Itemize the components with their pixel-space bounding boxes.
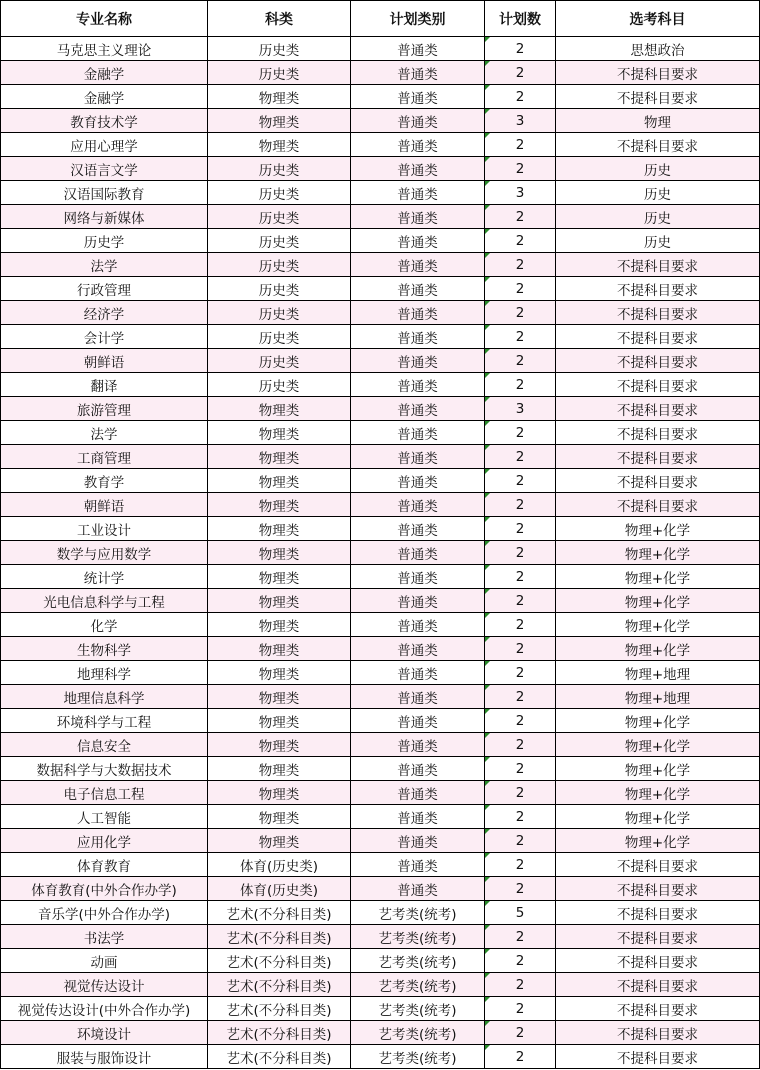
cell-plan-count: 2 <box>485 493 556 517</box>
table-row <box>1 925 760 949</box>
cell-plan-type: 普通类 <box>351 157 485 181</box>
cell-subjects: 不提科目要求 <box>556 973 760 997</box>
cell-subjects: 不提科目要求 <box>556 901 760 925</box>
cell-plan-count: 2 <box>485 661 556 685</box>
cell-plan-type: 普通类 <box>351 61 485 85</box>
cell-major: 视觉传达设计(中外合作办学) <box>1 997 208 1021</box>
cell-subjects: 不提科目要求 <box>556 949 760 973</box>
table-row <box>1 421 760 445</box>
cell-plan-count: 2 <box>485 781 556 805</box>
cell-major: 行政管理 <box>1 277 208 301</box>
table-row <box>1 85 760 109</box>
table-row <box>1 805 760 829</box>
cell-category: 历史类 <box>208 61 351 85</box>
cell-subjects: 不提科目要求 <box>556 325 760 349</box>
cell-category: 物理类 <box>208 733 351 757</box>
cell-plan-count: 2 <box>485 589 556 613</box>
cell-subjects: 不提科目要求 <box>556 1045 760 1069</box>
cell-plan-type: 普通类 <box>351 421 485 445</box>
cell-subjects: 不提科目要求 <box>556 445 760 469</box>
cell-subjects: 不提科目要求 <box>556 133 760 157</box>
cell-plan-type: 普通类 <box>351 541 485 565</box>
cell-category: 历史类 <box>208 205 351 229</box>
table-row <box>1 109 760 133</box>
cell-major: 环境科学与工程 <box>1 709 208 733</box>
cell-major: 体育教育 <box>1 853 208 877</box>
cell-major: 地理科学 <box>1 661 208 685</box>
cell-category: 艺术(不分科目类) <box>208 1021 351 1045</box>
cell-major: 生物科学 <box>1 637 208 661</box>
cell-plan-type: 普通类 <box>351 781 485 805</box>
cell-category: 物理类 <box>208 109 351 133</box>
table-row <box>1 829 760 853</box>
cell-major: 会计学 <box>1 325 208 349</box>
cell-category: 历史类 <box>208 253 351 277</box>
cell-subjects: 物理+化学 <box>556 565 760 589</box>
table-row <box>1 1021 760 1045</box>
cell-plan-count: 2 <box>485 61 556 85</box>
cell-plan-count: 2 <box>485 973 556 997</box>
cell-category: 历史类 <box>208 181 351 205</box>
cell-plan-type: 普通类 <box>351 109 485 133</box>
cell-plan-count: 2 <box>485 925 556 949</box>
cell-plan-type: 普通类 <box>351 349 485 373</box>
cell-major: 历史学 <box>1 229 208 253</box>
cell-category: 历史类 <box>208 157 351 181</box>
cell-major: 网络与新媒体 <box>1 205 208 229</box>
cell-major: 教育技术学 <box>1 109 208 133</box>
cell-category: 物理类 <box>208 421 351 445</box>
cell-major: 电子信息工程 <box>1 781 208 805</box>
cell-subjects: 不提科目要求 <box>556 469 760 493</box>
cell-category: 物理类 <box>208 565 351 589</box>
cell-subjects: 不提科目要求 <box>556 493 760 517</box>
cell-subjects: 不提科目要求 <box>556 373 760 397</box>
cell-plan-type: 普通类 <box>351 37 485 61</box>
table-row <box>1 709 760 733</box>
cell-plan-type: 普通类 <box>351 85 485 109</box>
cell-plan-count: 2 <box>485 421 556 445</box>
table-row <box>1 493 760 517</box>
table-row <box>1 253 760 277</box>
cell-subjects: 历史 <box>556 157 760 181</box>
cell-plan-count: 2 <box>485 853 556 877</box>
cell-subjects: 物理+化学 <box>556 613 760 637</box>
cell-major: 工业设计 <box>1 517 208 541</box>
cell-plan-type: 普通类 <box>351 709 485 733</box>
table-row <box>1 157 760 181</box>
cell-plan-type: 普通类 <box>351 805 485 829</box>
table-row <box>1 541 760 565</box>
cell-major: 金融学 <box>1 85 208 109</box>
cell-subjects: 物理+化学 <box>556 637 760 661</box>
cell-subjects: 物理+化学 <box>556 781 760 805</box>
cell-major: 化学 <box>1 613 208 637</box>
cell-plan-count: 2 <box>485 1021 556 1045</box>
table-row <box>1 949 760 973</box>
cell-category: 体育(历史类) <box>208 877 351 901</box>
table-row <box>1 661 760 685</box>
cell-plan-type: 普通类 <box>351 397 485 421</box>
cell-category: 历史类 <box>208 325 351 349</box>
cell-plan-count: 2 <box>485 949 556 973</box>
cell-major: 法学 <box>1 253 208 277</box>
cell-plan-type: 普通类 <box>351 613 485 637</box>
cell-plan-count: 3 <box>485 181 556 205</box>
cell-major: 数据科学与大数据技术 <box>1 757 208 781</box>
cell-plan-count: 2 <box>485 37 556 61</box>
header-category: 科类 <box>208 1 351 37</box>
cell-subjects: 物理+化学 <box>556 757 760 781</box>
cell-category: 历史类 <box>208 277 351 301</box>
table-row <box>1 901 760 925</box>
cell-plan-type: 普通类 <box>351 133 485 157</box>
cell-plan-count: 2 <box>485 517 556 541</box>
cell-category: 物理类 <box>208 85 351 109</box>
table-row <box>1 685 760 709</box>
cell-plan-count: 2 <box>485 85 556 109</box>
cell-major: 统计学 <box>1 565 208 589</box>
cell-subjects: 不提科目要求 <box>556 349 760 373</box>
cell-subjects: 不提科目要求 <box>556 877 760 901</box>
cell-plan-type: 普通类 <box>351 757 485 781</box>
cell-plan-type: 普通类 <box>351 277 485 301</box>
table-row <box>1 133 760 157</box>
table-row <box>1 589 760 613</box>
table-row <box>1 997 760 1021</box>
table-row <box>1 205 760 229</box>
table-row <box>1 757 760 781</box>
cell-category: 艺术(不分科目类) <box>208 973 351 997</box>
cell-major: 汉语国际教育 <box>1 181 208 205</box>
cell-category: 物理类 <box>208 781 351 805</box>
cell-major: 汉语言文学 <box>1 157 208 181</box>
cell-category: 物理类 <box>208 469 351 493</box>
cell-category: 物理类 <box>208 829 351 853</box>
table-row <box>1 349 760 373</box>
cell-plan-count: 2 <box>485 301 556 325</box>
cell-plan-count: 2 <box>485 997 556 1021</box>
cell-plan-count: 2 <box>485 829 556 853</box>
cell-plan-type: 普通类 <box>351 877 485 901</box>
cell-plan-count: 2 <box>485 277 556 301</box>
cell-plan-count: 3 <box>485 109 556 133</box>
cell-plan-type: 普通类 <box>351 445 485 469</box>
cell-category: 物理类 <box>208 661 351 685</box>
cell-plan-type: 普通类 <box>351 733 485 757</box>
cell-major: 应用化学 <box>1 829 208 853</box>
cell-plan-count: 2 <box>485 469 556 493</box>
cell-subjects: 不提科目要求 <box>556 997 760 1021</box>
cell-category: 物理类 <box>208 517 351 541</box>
cell-category: 体育(历史类) <box>208 853 351 877</box>
cell-plan-type: 普通类 <box>351 589 485 613</box>
table-row <box>1 637 760 661</box>
cell-plan-count: 2 <box>485 1045 556 1069</box>
cell-plan-count: 2 <box>485 685 556 709</box>
cell-plan-count: 2 <box>485 349 556 373</box>
cell-category: 物理类 <box>208 133 351 157</box>
cell-subjects: 物理 <box>556 109 760 133</box>
cell-subjects: 不提科目要求 <box>556 301 760 325</box>
cell-subjects: 不提科目要求 <box>556 397 760 421</box>
cell-major: 马克思主义理论 <box>1 37 208 61</box>
table-row <box>1 301 760 325</box>
cell-subjects: 不提科目要求 <box>556 253 760 277</box>
cell-plan-type: 普通类 <box>351 853 485 877</box>
cell-major: 朝鲜语 <box>1 493 208 517</box>
cell-subjects: 不提科目要求 <box>556 925 760 949</box>
cell-subjects: 历史 <box>556 229 760 253</box>
cell-category: 艺术(不分科目类) <box>208 997 351 1021</box>
table-row <box>1 229 760 253</box>
cell-subjects: 物理+化学 <box>556 589 760 613</box>
cell-plan-count: 2 <box>485 733 556 757</box>
cell-subjects: 历史 <box>556 205 760 229</box>
cell-plan-type: 普通类 <box>351 565 485 589</box>
cell-major: 地理信息科学 <box>1 685 208 709</box>
cell-category: 艺术(不分科目类) <box>208 1045 351 1069</box>
cell-major: 工商管理 <box>1 445 208 469</box>
cell-category: 物理类 <box>208 397 351 421</box>
cell-major: 视觉传达设计 <box>1 973 208 997</box>
cell-plan-type: 普通类 <box>351 229 485 253</box>
table-row <box>1 853 760 877</box>
cell-category: 物理类 <box>208 493 351 517</box>
table-row <box>1 181 760 205</box>
table-row <box>1 781 760 805</box>
cell-plan-type: 普通类 <box>351 661 485 685</box>
cell-subjects: 物理+化学 <box>556 805 760 829</box>
cell-category: 物理类 <box>208 541 351 565</box>
cell-category: 物理类 <box>208 805 351 829</box>
header-plan-count: 计划数 <box>485 1 556 37</box>
cell-major: 动画 <box>1 949 208 973</box>
cell-plan-type: 艺考类(统考) <box>351 1021 485 1045</box>
cell-category: 物理类 <box>208 589 351 613</box>
cell-plan-count: 2 <box>485 373 556 397</box>
cell-major: 体育教育(中外合作办学) <box>1 877 208 901</box>
cell-plan-type: 普通类 <box>351 685 485 709</box>
cell-plan-count: 2 <box>485 541 556 565</box>
cell-subjects: 物理+化学 <box>556 517 760 541</box>
cell-plan-type: 普通类 <box>351 373 485 397</box>
cell-subjects: 物理+化学 <box>556 829 760 853</box>
cell-plan-type: 艺考类(统考) <box>351 997 485 1021</box>
table-row <box>1 973 760 997</box>
cell-subjects: 物理+化学 <box>556 733 760 757</box>
cell-plan-count: 2 <box>485 325 556 349</box>
table-row <box>1 565 760 589</box>
header-row <box>1 1 760 37</box>
cell-major: 应用心理学 <box>1 133 208 157</box>
cell-category: 历史类 <box>208 229 351 253</box>
cell-plan-count: 2 <box>485 805 556 829</box>
cell-major: 翻译 <box>1 373 208 397</box>
cell-major: 法学 <box>1 421 208 445</box>
cell-plan-count: 2 <box>485 157 556 181</box>
cell-plan-type: 普通类 <box>351 301 485 325</box>
cell-subjects: 历史 <box>556 181 760 205</box>
cell-category: 物理类 <box>208 685 351 709</box>
table-row <box>1 877 760 901</box>
cell-plan-type: 普通类 <box>351 493 485 517</box>
cell-plan-type: 艺考类(统考) <box>351 901 485 925</box>
cell-plan-count: 2 <box>485 229 556 253</box>
cell-category: 物理类 <box>208 613 351 637</box>
table-row <box>1 325 760 349</box>
cell-plan-type: 艺考类(统考) <box>351 925 485 949</box>
cell-plan-type: 普通类 <box>351 205 485 229</box>
cell-plan-type: 普通类 <box>351 517 485 541</box>
cell-subjects: 思想政治 <box>556 37 760 61</box>
cell-plan-type: 普通类 <box>351 637 485 661</box>
cell-plan-type: 普通类 <box>351 469 485 493</box>
cell-plan-type: 普通类 <box>351 829 485 853</box>
cell-category: 物理类 <box>208 445 351 469</box>
cell-subjects: 不提科目要求 <box>556 277 760 301</box>
cell-major: 书法学 <box>1 925 208 949</box>
cell-category: 物理类 <box>208 757 351 781</box>
cell-plan-count: 2 <box>485 877 556 901</box>
table-row <box>1 469 760 493</box>
table-row <box>1 277 760 301</box>
cell-plan-count: 2 <box>485 205 556 229</box>
cell-subjects: 物理+化学 <box>556 709 760 733</box>
cell-major: 环境设计 <box>1 1021 208 1045</box>
cell-plan-type: 普通类 <box>351 253 485 277</box>
cell-major: 音乐学(中外合作办学) <box>1 901 208 925</box>
header-plan-type: 计划类别 <box>351 1 485 37</box>
table-row <box>1 733 760 757</box>
cell-subjects: 不提科目要求 <box>556 1021 760 1045</box>
table-row <box>1 397 760 421</box>
cell-category: 历史类 <box>208 37 351 61</box>
cell-subjects: 物理+地理 <box>556 661 760 685</box>
table-row <box>1 445 760 469</box>
cell-major: 朝鲜语 <box>1 349 208 373</box>
cell-major: 金融学 <box>1 61 208 85</box>
cell-plan-count: 2 <box>485 253 556 277</box>
cell-major: 教育学 <box>1 469 208 493</box>
cell-plan-count: 2 <box>485 445 556 469</box>
cell-category: 历史类 <box>208 349 351 373</box>
cell-major: 信息安全 <box>1 733 208 757</box>
cell-plan-type: 普通类 <box>351 181 485 205</box>
cell-subjects: 物理+化学 <box>556 541 760 565</box>
cell-plan-count: 3 <box>485 397 556 421</box>
cell-plan-type: 艺考类(统考) <box>351 973 485 997</box>
cell-plan-count: 2 <box>485 709 556 733</box>
cell-category: 物理类 <box>208 637 351 661</box>
cell-major: 经济学 <box>1 301 208 325</box>
cell-subjects: 物理+地理 <box>556 685 760 709</box>
cell-plan-type: 普通类 <box>351 325 485 349</box>
cell-category: 历史类 <box>208 373 351 397</box>
table-row <box>1 61 760 85</box>
cell-major: 旅游管理 <box>1 397 208 421</box>
cell-plan-count: 2 <box>485 133 556 157</box>
table-row <box>1 37 760 61</box>
cell-major: 服装与服饰设计 <box>1 1045 208 1069</box>
cell-subjects: 不提科目要求 <box>556 61 760 85</box>
cell-subjects: 不提科目要求 <box>556 85 760 109</box>
header-major: 专业名称 <box>1 1 208 37</box>
cell-plan-type: 艺考类(统考) <box>351 1045 485 1069</box>
table-row <box>1 373 760 397</box>
table-row <box>1 517 760 541</box>
cell-plan-count: 2 <box>485 637 556 661</box>
cell-subjects: 不提科目要求 <box>556 421 760 445</box>
table-row <box>1 613 760 637</box>
cell-major: 数学与应用数学 <box>1 541 208 565</box>
cell-plan-count: 5 <box>485 901 556 925</box>
cell-plan-count: 2 <box>485 565 556 589</box>
cell-plan-type: 艺考类(统考) <box>351 949 485 973</box>
cell-category: 艺术(不分科目类) <box>208 925 351 949</box>
header-subjects: 选考科目 <box>556 1 760 37</box>
cell-category: 物理类 <box>208 709 351 733</box>
cell-subjects: 不提科目要求 <box>556 853 760 877</box>
cell-plan-count: 2 <box>485 613 556 637</box>
cell-major: 光电信息科学与工程 <box>1 589 208 613</box>
cell-plan-count: 2 <box>485 757 556 781</box>
cell-category: 历史类 <box>208 301 351 325</box>
cell-major: 人工智能 <box>1 805 208 829</box>
cell-category: 艺术(不分科目类) <box>208 949 351 973</box>
table-row <box>1 1045 760 1069</box>
cell-category: 艺术(不分科目类) <box>208 901 351 925</box>
